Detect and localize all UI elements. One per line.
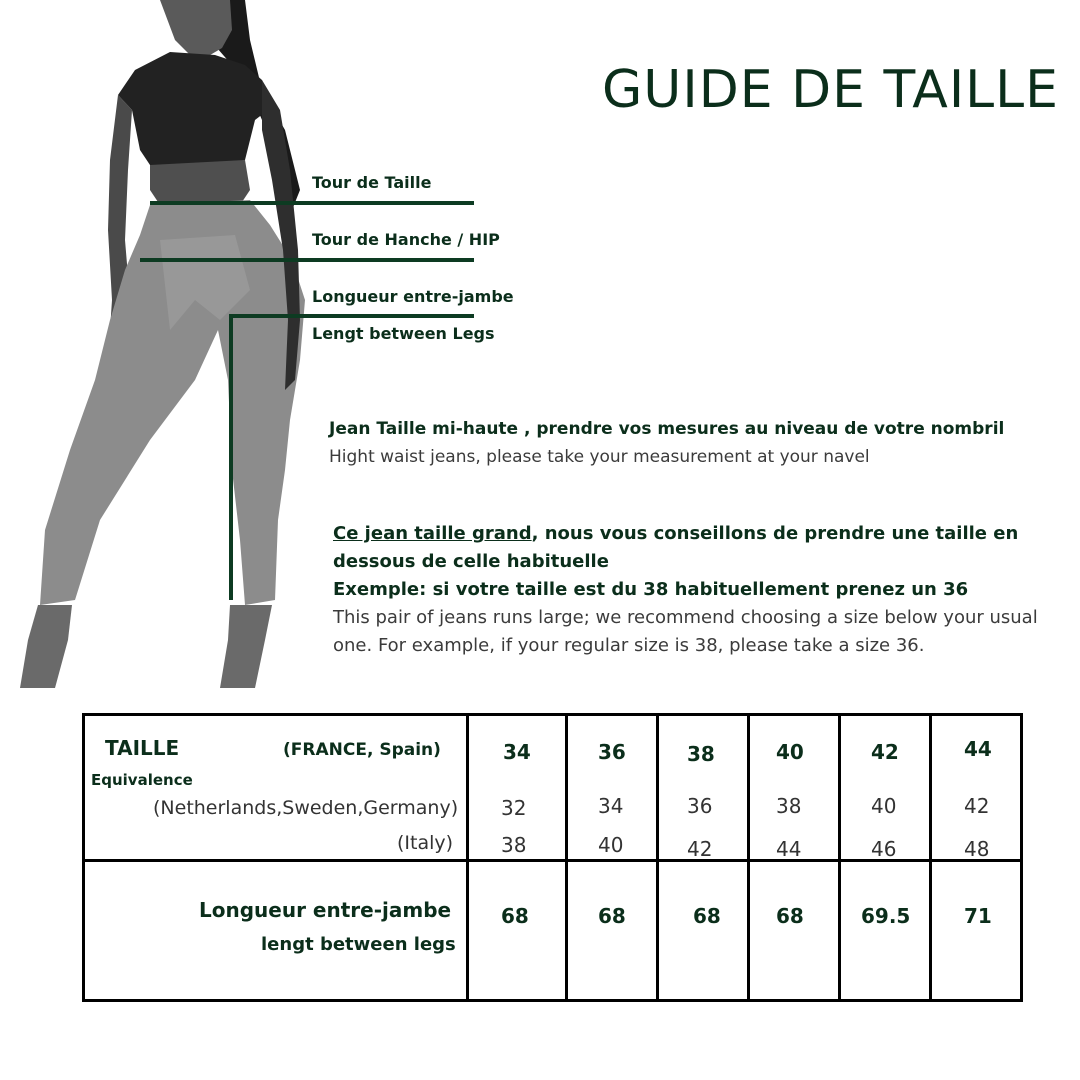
inseam-col-4 — [749, 861, 840, 1001]
nl-size: 36 — [687, 794, 713, 818]
italy-size: 38 — [501, 833, 527, 857]
france-size: 44 — [964, 737, 992, 761]
taille-label: TAILLE — [105, 736, 180, 760]
size-col-5 — [840, 715, 931, 861]
inseam-value: 68 — [693, 904, 721, 928]
waist-note-en: Hight waist jeans, please take your measurement at your navel — [329, 447, 870, 467]
inseam-value: 68 — [501, 904, 529, 928]
fit-note-en-line1: This pair of jeans runs large; we recommend choosing a size below your usual — [333, 607, 1038, 628]
france-size: 42 — [871, 740, 899, 764]
inseam-table-label: Longueur entre-jambe — [199, 898, 452, 922]
inseam-col-1 — [468, 861, 567, 1001]
hip-line — [140, 258, 474, 262]
inseam-label-fr: Longueur entre-jambe — [312, 287, 514, 306]
inseam-col-6 — [931, 861, 1022, 1001]
model-photo — [0, 0, 310, 690]
italy-size: 46 — [871, 837, 897, 861]
inseam-line — [230, 314, 474, 318]
inseam-vertical-line — [229, 314, 233, 600]
inseam-value: 69.5 — [861, 904, 911, 928]
france-size: 34 — [503, 740, 531, 764]
italy-size: 40 — [598, 833, 624, 857]
size-col-4 — [749, 715, 840, 861]
equivalence-label: Equivalence — [91, 771, 193, 789]
netherlands-label: (Netherlands,Sweden,Germany) — [153, 797, 459, 819]
inseam-value: 71 — [964, 904, 992, 928]
fit-note-en-line2: one. For example, if your regular size is 38, please take a size 36. — [333, 635, 925, 656]
fit-note-fr-line2: dessous de celle habituelle — [333, 551, 609, 572]
nl-size: 42 — [964, 794, 990, 818]
page-title: GUIDE DE TAILLE — [602, 60, 1059, 120]
table-row — [84, 715, 1022, 861]
size-col-3 — [658, 715, 749, 861]
fit-note-example: Exemple: si votre taille est du 38 habituellement prenez un 36 — [333, 579, 969, 600]
size-table — [82, 713, 1023, 1002]
italy-size: 42 — [687, 837, 713, 861]
waist-note-fr: Jean Taille mi-haute , prendre vos mesures au niveau de votre nombril — [329, 419, 1005, 439]
france-label: (FRANCE, Spain) — [283, 740, 441, 760]
inseam-col-2 — [567, 861, 658, 1001]
size-label-cell — [84, 715, 468, 861]
size-col-2 — [567, 715, 658, 861]
france-size: 38 — [687, 742, 715, 766]
table-row — [84, 861, 1022, 1001]
waist-label: Tour de Taille — [312, 173, 432, 192]
nl-size: 32 — [501, 796, 527, 820]
italy-size: 48 — [964, 837, 990, 861]
fit-note — [333, 520, 1038, 660]
inseam-table-label-en: lengt between legs — [261, 934, 456, 955]
france-size: 36 — [598, 740, 626, 764]
inseam-label-en: Lengt between Legs — [312, 324, 495, 343]
size-col-6 — [931, 715, 1022, 861]
fit-note-highlight: Ce jean taille grand — [333, 523, 532, 544]
france-size: 40 — [776, 740, 804, 764]
nl-size: 38 — [776, 794, 802, 818]
fit-note-fr-line1: , nous vous conseillons de prendre une taille en — [531, 523, 1019, 544]
waist-note — [329, 415, 1004, 471]
nl-size: 34 — [598, 794, 624, 818]
inseam-value: 68 — [776, 904, 804, 928]
italy-label: (Italy) — [397, 832, 454, 854]
waist-line — [150, 201, 474, 205]
inseam-label-cell — [84, 861, 468, 1001]
size-col-1 — [468, 715, 567, 861]
nl-size: 40 — [871, 794, 897, 818]
inseam-value: 68 — [598, 904, 626, 928]
inseam-col-3 — [658, 861, 749, 1001]
italy-size: 44 — [776, 837, 802, 861]
inseam-col-5 — [840, 861, 931, 1001]
hip-label: Tour de Hanche / HIP — [312, 230, 500, 249]
